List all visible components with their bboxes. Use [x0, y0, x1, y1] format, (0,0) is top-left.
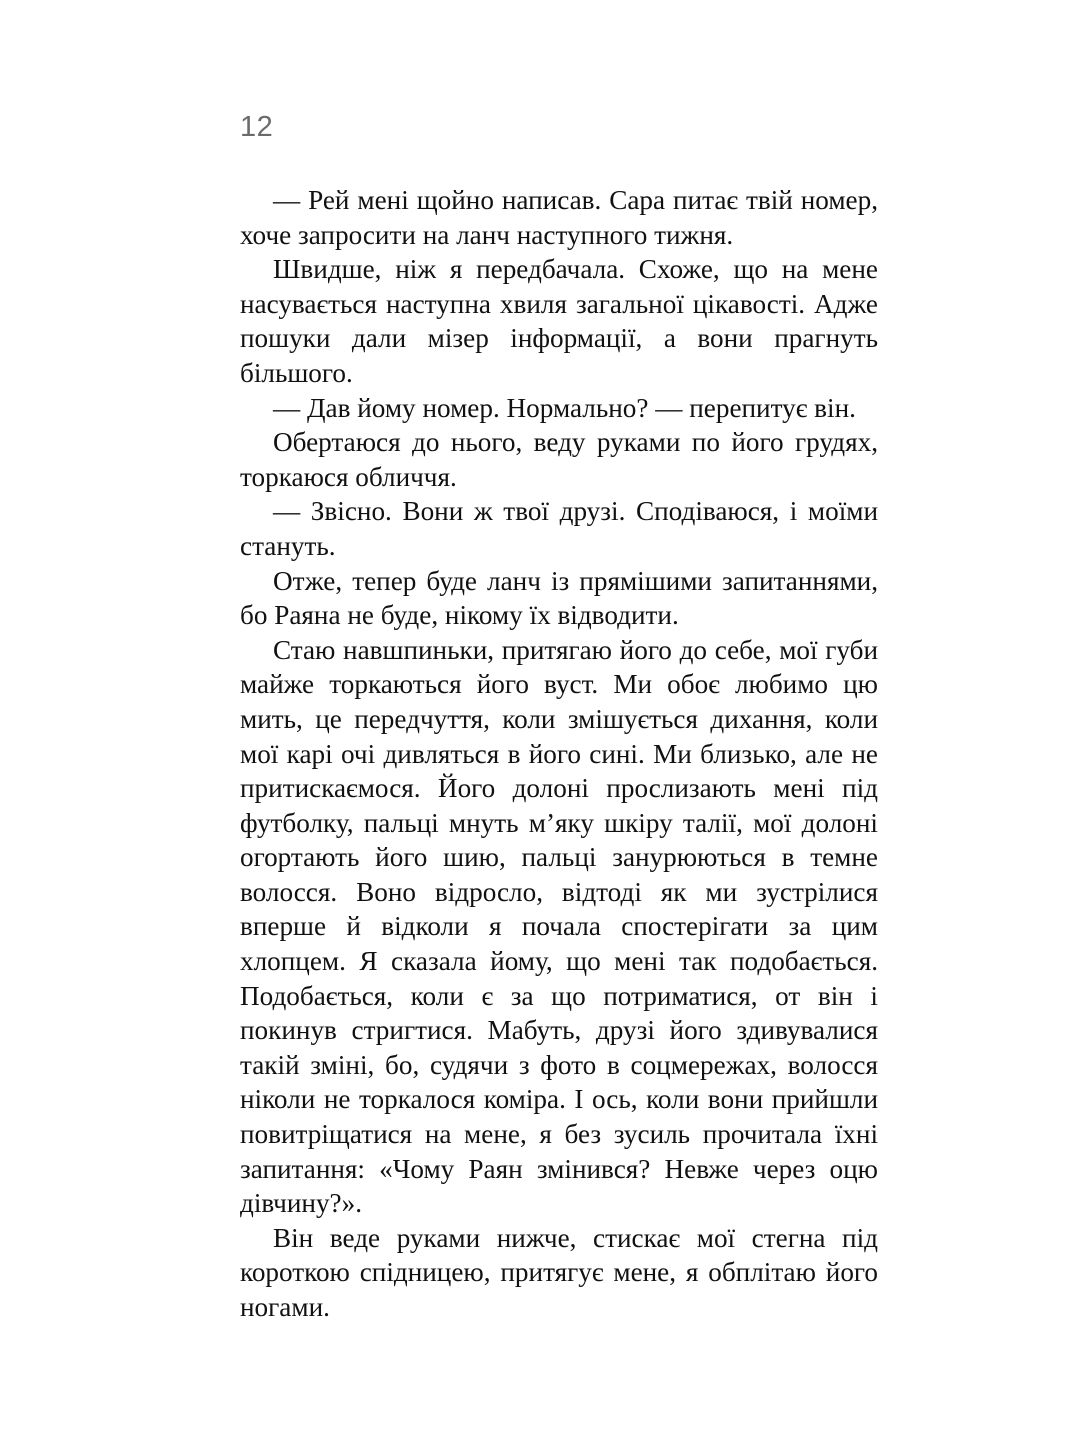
body-paragraph: Стаю навшпиньки, притягаю його до себе, мої губи майже торкаються його вуст. Ми обоє любимо цю мить, це передчуття, коли змішується дихання, коли мої карі очі дивляться в його сині. Ми близько, але не притискаємося. Його долоні прослизають мені під футболку, пальці мнуть м’яку шкіру талії, мої долоні огортають його шию, пальці занурюються в темне волосся. Воно відросло, відтоді як ми зустрілися вперше й відколи я почала спостерігати за цим хлопцем. Я сказала йому, що мені так подобається. Подобається, коли є за що потриматися, от він і покинув стригтися. Мабуть, друзі його здивувалися такій зміні, бо, судячи з фото в соцмережах, волосся ніколи не торкалося коміра. І ось, коли вони прийшли повитріщатися на мене, я без зусиль прочитала їхні запитання: «Чому Раян змінився? Невже через оцю дівчину?».	[240, 634, 878, 1219]
body-paragraph: Обертаюся до нього, веду руками по його грудях, торкаюся обличчя.	[240, 427, 878, 492]
body-paragraph: — Дав йому номер. Нормально? — перепитує він.	[273, 392, 856, 423]
body-paragraph: Швидше, ніж я передбачала. Схоже, що на мене насувається наступна хвиля загальної цікавості. Адже пошуки дали мізер інформації, а вони прагнуть більшого.	[240, 254, 878, 388]
body-text-block	[240, 183, 878, 1325]
body-paragraph: Він веде руками нижче, стискає мої стегна під короткою спідницею, притягує мене, я обплітаю його ногами.	[240, 1222, 878, 1322]
body-paragraph: — Рей мені щойно написав. Сара питає твій номер, хоче запросити на ланч наступного тижня.	[240, 185, 878, 250]
body-paragraph: — Звісно. Вони ж твої друзі. Сподіваюся, і моїми стануть.	[240, 496, 878, 561]
page-number: 12	[240, 111, 274, 143]
body-paragraph: Отже, тепер буде ланч із прямішими запитаннями, бо Раяна не буде, нікому їх відводити.	[240, 565, 878, 631]
